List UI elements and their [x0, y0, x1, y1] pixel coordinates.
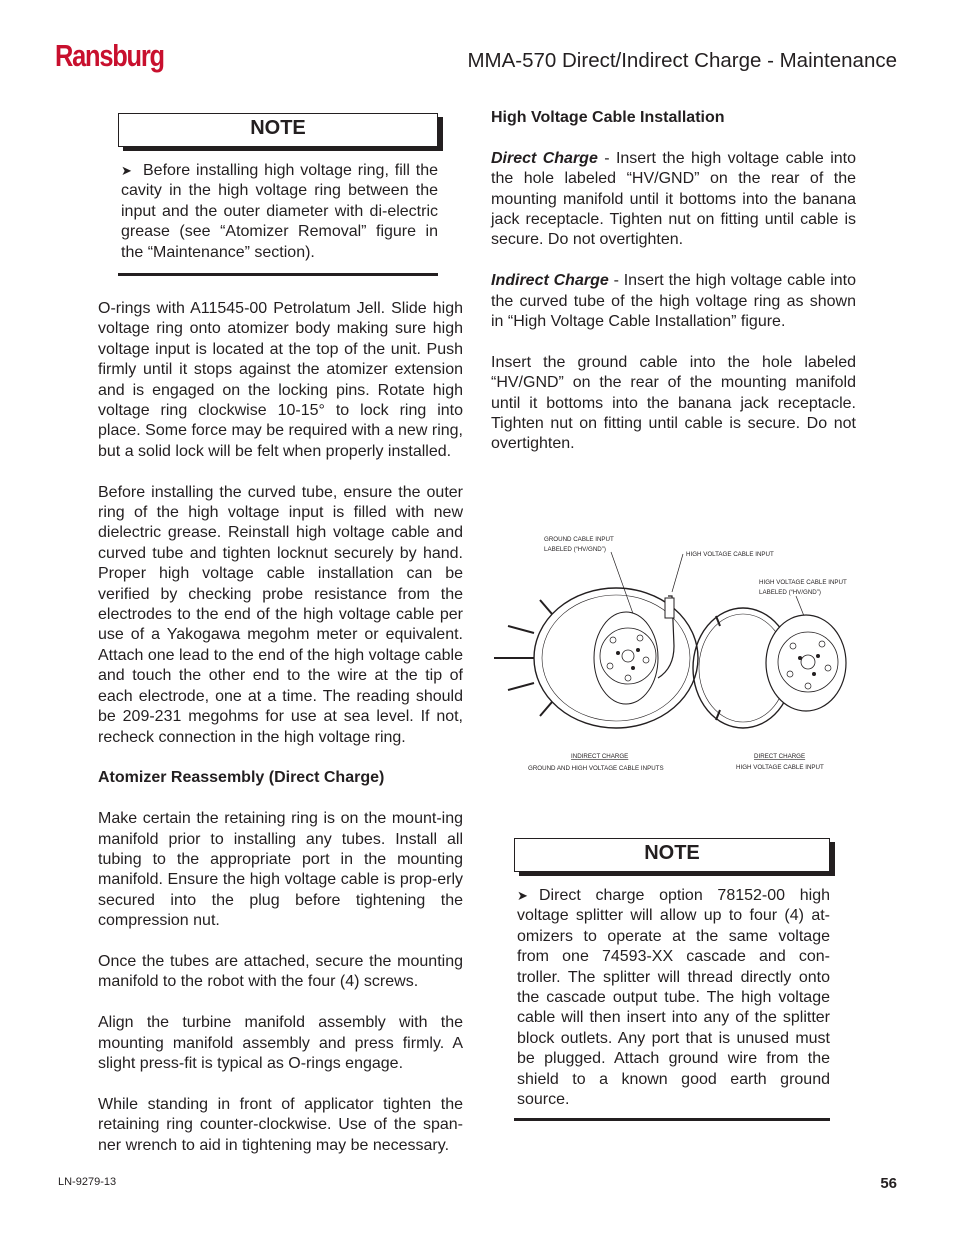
note-text-content: Before installing high voltage ring, fill the cavity in the high voltage ring between the input and the outer diameter with di-electric grease (see “Atomizer Removal” figure in the “Maintenance” section). [121, 162, 438, 261]
caption-direct-sub: HIGH VOLTAGE CABLE INPUT [736, 764, 824, 771]
direct-charge-label: Direct Charge [491, 149, 598, 167]
note-heading: NOTE [644, 842, 700, 864]
direct-charge-applicator-drawing [693, 608, 846, 728]
indirect-charge-text: - Insert the high voltage cable into the curved tube of the high voltage ring as shown in “High Voltage Cable Installation” figure. [491, 272, 857, 331]
note-text [514, 886, 830, 1110]
brand-logo: Ransburg [55, 38, 164, 73]
note-text-content: Direct charge option 78152-00 high voltage splitter will allow up to four (4) at-omizers to operate at the same voltage from one 74593-XX cascade and con-troller. The splitter will thread directly onto the cascade output tube. The high voltage cable will then insert into any of the splitter block outlets. Any port that is unused must be plugged. Attach ground wire from the shield to a known good earth ground source. [517, 887, 830, 1109]
label-hv-cable: HIGH VOLTAGE CABLE INPUT [686, 551, 774, 558]
note-box-right [514, 838, 830, 1121]
direct-charge-text: - Insert the high voltage cable into the hole labeled “HV/GND” on the rear of the mounting manifold until it bottoms into the banana jack receptacle. Tighten nut on fitting until cable is secure. Do not overtighten. [491, 149, 857, 249]
paragraph: Before installing the curved tube, ensure the outer ring of the high voltage input is filled with new dielectric grease. Reinstall high voltage cable and curved tube and tighten locknut securely by hand. Proper high voltage cable installation can be verified by checking probe resistance from the electrodes to the end of the high voltage cable per use of a Yakogawa megohm meter or equivalent. Attach one lead to the end of the high voltage cable and touch the other end to the wire at the tip of each electrode, one at a time. The reading should be 209-231 megohms for use at sea level. If not, recheck connection in the high voltage ring. [98, 483, 463, 746]
paragraph: O-rings with A11545-00 Petrolatum Jell. Slide high voltage ring onto atomizer body making sure high voltage input is located at the top of the unit. Push firmly until it stops against the atomizer extension and is engaged on the locking pins. Rotate high voltage ring clockwise 10-15° to lock ring into place. Some force may be required with a new ring, but a solid lock will be felt when properly installed. [98, 300, 463, 460]
label-ground-cable-2: LABELED (“HV/GND”) [544, 546, 606, 553]
hv-cable-installation-figure [488, 528, 862, 776]
right-column [491, 108, 856, 455]
page-header-title: MMA-570 Direct/Indirect Charge - Maintenance [467, 49, 897, 72]
paragraph: Once the tubes are attached, secure the mounting manifold to the robot with the four (4) screws. [98, 952, 463, 991]
paragraph-direct-charge [491, 149, 856, 251]
note-box-left [118, 113, 438, 276]
note-heading-box [118, 113, 438, 147]
section-heading: High Voltage Cable Installation [491, 109, 725, 126]
note-heading: NOTE [250, 117, 306, 139]
caption-indirect-sub: GROUND AND HIGH VOLTAGE CABLE INPUTS [528, 765, 664, 772]
indirect-charge-label: Indirect Charge [491, 272, 609, 290]
arrow-bullet-icon: ➤ [121, 163, 132, 178]
left-column [98, 299, 463, 1156]
page-number: 56 [880, 1175, 897, 1192]
paragraph: Make certain the retaining ring is on the mount-ing manifold prior to installing any tubes. Install all tubing to the appropriate port in the mounting manifold. Ensure the high voltage cable is prop-erly secured into the plug before tightening the compression nut. [98, 810, 463, 930]
paragraph: Insert the ground cable into the hole labeled “HV/GND” on the rear of the mounting manifold until it bottoms into the banana jack receptacle. Tighten nut on fitting until cable is secure. Do not overtighten. [491, 353, 856, 453]
leader-line [672, 554, 683, 592]
caption-indirect-title: INDIRECT CHARGE [571, 753, 629, 760]
note-divider [118, 273, 438, 276]
label-ground-cable-1: GROUND CABLE INPUT [544, 536, 614, 543]
arrow-bullet-icon: ➤ [517, 888, 528, 903]
paragraph-indirect-charge [491, 271, 856, 332]
doc-number: LN-9279-13 [58, 1176, 117, 1188]
section-heading: Atomizer Reassembly (Direct Charge) [98, 769, 385, 787]
caption-direct-title: DIRECT CHARGE [754, 753, 806, 760]
note-heading-box [514, 838, 830, 872]
note-divider [514, 1118, 830, 1121]
label-hv-cable-2a: HIGH VOLTAGE CABLE INPUT [759, 579, 847, 586]
label-hv-cable-2b: LABELED (“HV/GND”) [759, 589, 821, 596]
indirect-charge-applicator-drawing [494, 588, 698, 728]
note-text [118, 161, 438, 263]
paragraph: Align the turbine manifold assembly with the mounting manifold assembly and press firmly. A slight press-fit is typical as O-rings engage. [98, 1014, 463, 1072]
paragraph: While standing in front of applicator tighten the retaining ring counter-clockwise. Use of the span-ner wrench to aid in tightening may be necessary. [98, 1095, 463, 1154]
